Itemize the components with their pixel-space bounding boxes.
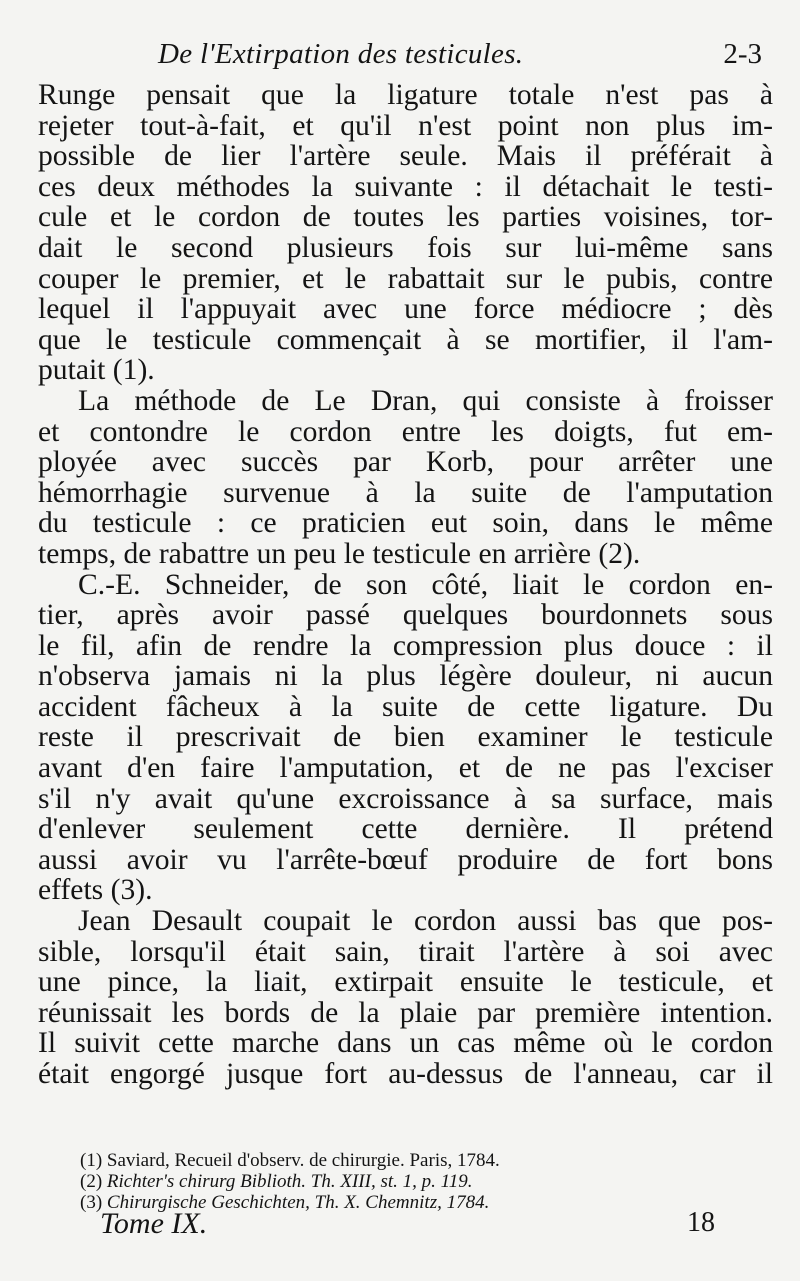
footnotes [80, 1150, 700, 1213]
page-number: 2-3 [723, 38, 762, 70]
text-line: rejeter tout-à-fait, et qu'il n'est point non plus im- [38, 109, 773, 142]
page-footer [100, 1207, 715, 1247]
running-head [150, 38, 770, 78]
footnote [80, 1150, 700, 1171]
text-line: réunissait les bords de la plaie par première intention. [38, 996, 773, 1029]
text-line: tier, après avoir passé quelques bourdonnets sous [38, 599, 773, 632]
text-line: C.-E. Schneider, de son côté, liait le cordon en- [78, 568, 773, 601]
text-line: hémorrhagie survenue à la suite de l'amputation [38, 476, 773, 509]
text-line: que le testicule commençait à se mortifier, il l'am- [38, 323, 773, 356]
text-line: aussi avoir vu l'arrête-bœuf produire de fort bons [38, 843, 773, 876]
text-line: La méthode de Le Dran, qui consiste à froisser [78, 384, 773, 417]
body-text [38, 80, 773, 1090]
text-line: sible, lorsqu'il était sain, tirait l'artère à soi avec [38, 935, 773, 968]
text-line: une pince, la liait, extirpait ensuite le testicule, et [38, 966, 773, 999]
text-line: avant d'en faire l'amputation, et de ne pas l'exciser [38, 752, 773, 785]
text-line: ployée avec succès par Korb, pour arrêter une [38, 446, 773, 479]
footnote [80, 1171, 700, 1192]
running-title: De l'Extirpation des testicules. [158, 38, 524, 70]
text-line: accident fâcheux à la suite de cette ligature. Du [38, 690, 773, 723]
sheet-number: 18 [687, 1207, 715, 1238]
text-line: Il suivit cette marche dans un cas même où le cordon [38, 1027, 773, 1060]
text-line: Runge pensait que la ligature totale n'est pas à [38, 79, 773, 111]
text-line: temps, de rabattre un peu le testicule en arrière (2). [38, 537, 641, 570]
footnote-mark: (3) [80, 1192, 103, 1213]
text-line: n'observa jamais ni la plus légère douleur, ni aucun [38, 660, 773, 693]
footnote-mark: (1) [80, 1150, 103, 1171]
text-line: Jean Desault coupait le cordon aussi bas que pos- [78, 905, 773, 938]
text-line: le fil, afin de rendre la compression plus douce : il [38, 629, 773, 662]
text-line: possible de lier l'artère seule. Mais il préférait à [38, 140, 773, 173]
text-line: cule et le cordon de toutes les parties voisines, tor- [38, 201, 773, 234]
footnote-text: Saviard, Recueil d'observ. de chirurgie. Paris, 1784. [106, 1150, 500, 1171]
text-line: effets (3). [38, 874, 153, 907]
footnote-text: Richter's chirurg Biblioth. Th. XIII, st. 1, p. 119. [106, 1171, 473, 1192]
text-line: lequel il l'appuyait avec une force médiocre ; dès [38, 293, 773, 326]
text-line: ces deux méthodes la suivante : il détachait le testi- [38, 170, 773, 203]
text-line: couper le premier, et le rabattait sur le pubis, contre [38, 262, 773, 295]
signature-mark: Tome IX. [100, 1207, 208, 1240]
text-line: d'enlever seulement cette dernière. Il prétend [38, 813, 773, 846]
footnote-text: Chirurgische Geschichten, Th. X. Chemnitz, 1784. [106, 1192, 490, 1213]
footnote-mark: (2) [80, 1171, 103, 1192]
text-line: putait (1). [38, 354, 155, 387]
text-line: s'il n'y avait qu'une excroissance à sa surface, mais [38, 782, 773, 815]
text-line: était engorgé jusque fort au-dessus de l'anneau, car il [38, 1058, 773, 1090]
text-line: reste il prescrivait de bien examiner le testicule [38, 721, 773, 754]
text-line: du testicule : ce praticien eut soin, dans le même [38, 507, 773, 540]
text-line: dait le second plusieurs fois sur lui-même sans [38, 231, 773, 264]
text-line: et contondre le cordon entre les doigts, fut em- [38, 415, 773, 448]
